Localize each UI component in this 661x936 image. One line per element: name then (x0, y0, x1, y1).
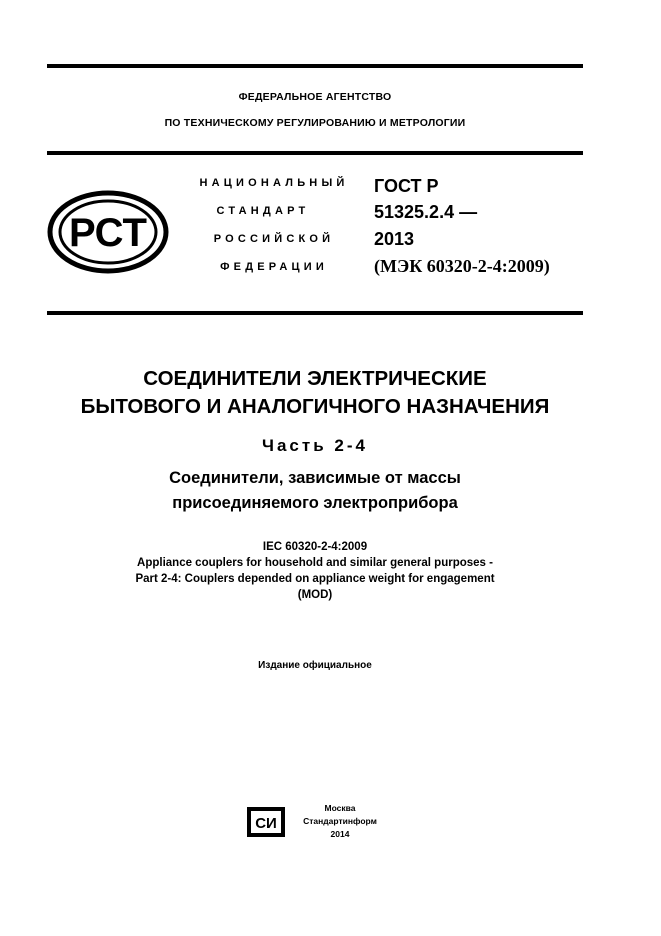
rst-logo-icon (47, 190, 169, 274)
designation-line-2: 51325.2.4 — (374, 202, 478, 222)
publisher-city: Москва (324, 803, 356, 813)
header-rule (47, 151, 583, 155)
middle-rule (47, 311, 583, 315)
rst-logo-text: РСТ (68, 211, 148, 255)
iec-line-3: Part 2-4: Couplers depended on appliance weight for engagement (135, 573, 495, 585)
part-label: Часть 2-4 (262, 436, 368, 455)
standard-kind-line-1: НАЦИОНАЛЬНЫЙ (199, 177, 349, 189)
title-line-1: СОЕДИНИТЕЛИ ЭЛЕКТРИЧЕСКИЕ (143, 367, 487, 390)
standartinform-logo-icon (246, 806, 286, 838)
standard-kind-line-3: РОССИЙСКОЙ (213, 233, 335, 245)
designation-line-3: 2013 (374, 229, 415, 249)
subtitle-line-2: присоединяемого электроприбора (172, 494, 458, 512)
title-line-2: БЫТОВОГО И АНАЛОГИЧНОГО НАЗНАЧЕНИЯ (80, 395, 550, 418)
designation-line-4: (МЭК 60320-2-4:2009) (374, 256, 550, 276)
agency-line-2: ПО ТЕХНИЧЕСКОМУ РЕГУЛИРОВАНИЮ И МЕТРОЛОГИИ (164, 117, 466, 129)
standard-kind-line-2: СТАНДАРТ (216, 205, 310, 217)
iec-line-1: IEC 60320-2-4:2009 (262, 541, 368, 553)
iec-line-4: (MOD) (297, 589, 333, 601)
agency-line-1: ФЕДЕРАЛЬНОЕ АГЕНТСТВО (238, 91, 392, 103)
top-rule (47, 64, 583, 68)
standartinform-logo-text: СИ (255, 815, 277, 832)
designation-line-1: ГОСТ Р (374, 176, 439, 196)
publisher-name: Стандартинформ (303, 816, 377, 826)
publisher-year: 2014 (330, 829, 350, 839)
subtitle-line-1: Соединители, зависимые от массы (169, 469, 461, 487)
edition-label: Издание официальное (258, 660, 372, 671)
standard-kind-line-4: ФЕДЕРАЦИИ (220, 261, 328, 273)
iec-line-2: Appliance couplers for household and similar general purposes - (137, 557, 493, 569)
